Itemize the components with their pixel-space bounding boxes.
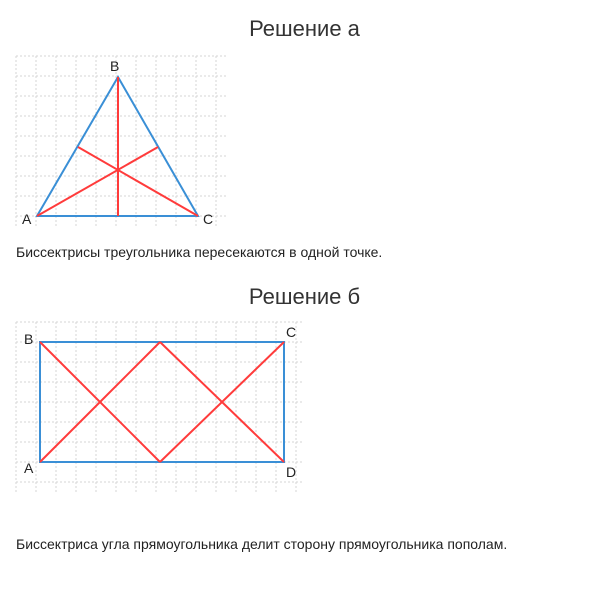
vertex-label-a: A	[22, 211, 32, 227]
solution-a-title: Решение а	[249, 16, 360, 41]
figure-b-grid	[16, 322, 303, 494]
rect-vertex-label-c: C	[286, 324, 297, 340]
vertex-label-b: B	[110, 58, 120, 74]
solution-a-caption: Биссектрисы треугольника пересекаются в одной точке.	[16, 244, 383, 260]
rect-vertex-label-b: B	[24, 331, 34, 347]
solution-b-caption: Биссектриса угла прямоугольника делит сторону прямоугольника пополам.	[16, 536, 508, 552]
rect-vertex-label-d: D	[286, 464, 297, 480]
rect-vertex-label-a: A	[24, 460, 34, 476]
vertex-label-c: C	[203, 211, 214, 227]
solution-b-title: Решение б	[248, 284, 361, 309]
